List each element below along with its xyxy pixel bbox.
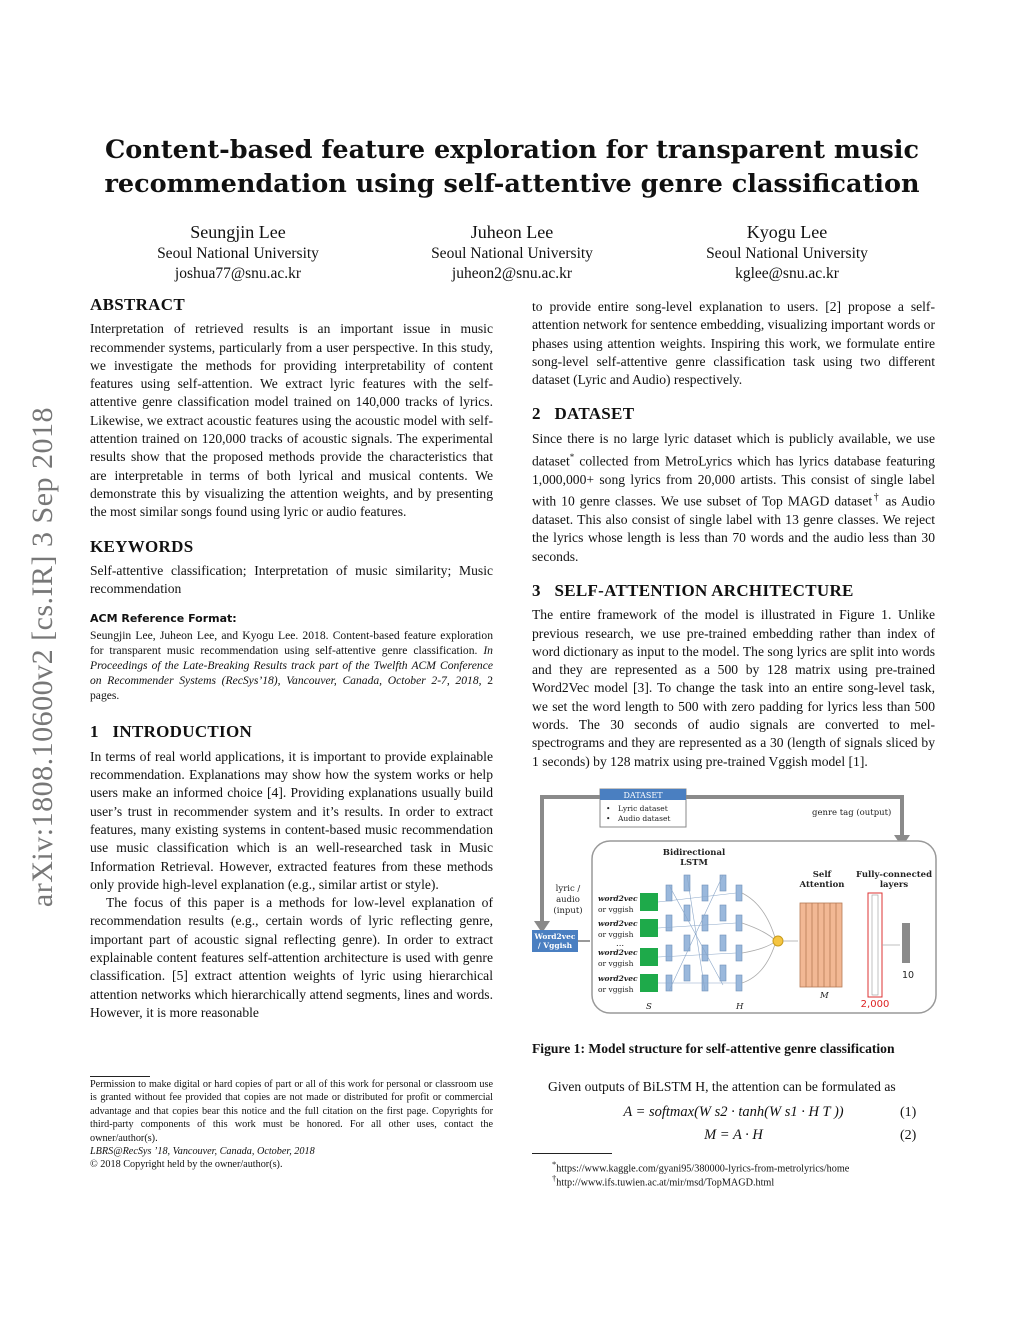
dataset-text-b: collected from MetroLyrics which has lyrics database featuring 1,000,000+ song lyrics from 20,000 artists. This consist of single label with 10 genre classes. We use subset of Top MAGD dataset — [532, 453, 936, 509]
embedding-vector-cell — [640, 919, 658, 937]
footnote-mark-2[interactable]: † — [872, 492, 881, 504]
row-word2vec-label: word2vec — [598, 974, 638, 983]
author-email[interactable]: joshua77@snu.ac.kr — [174, 265, 302, 282]
dataset-heading: 2 DATASET — [532, 404, 635, 424]
left-column — [90, 296, 493, 1022]
copyright-line: © 2018 Copyright held by the owner/author(s). — [90, 1159, 283, 1171]
author-email[interactable]: kglee@snu.ac.kr — [735, 265, 839, 282]
intro-heading: 1 INTRODUCTION — [90, 722, 253, 742]
footnote-1-url[interactable]: https://www.kaggle.com/gyani95/380000-lyrics-from-metrolyrics/home — [556, 1163, 850, 1175]
intro-paragraph-2: The focus of this paper is a methods for low-level explanation of recommendation results (e.g., certain words of lyric reflecting genre, important part of acoustic signal reflecting genre). In order to extract explainable content features self-attention architecture is used with genre classification. [5] extract attention weights of lyric using hierarchical attention networks which hierarchically attend segments, lines and words. However, it is more reasonable — [90, 895, 493, 1020]
embedding-vector-cell — [640, 948, 658, 966]
output-layer — [902, 923, 910, 963]
author-block-3 — [652, 220, 922, 284]
fc-layer — [868, 893, 882, 997]
embedding-vector-cell — [640, 893, 658, 911]
dataset-text-a: Since there is no large lyric dataset which is publicly available, we use dataset — [532, 430, 935, 469]
dataset-text — [532, 430, 935, 566]
fc-size-label: 2,000 — [860, 999, 890, 1010]
equation-1: A = softmax(W s2 · tanh(W s1 · H T )) — [623, 1104, 844, 1120]
architecture-heading: 3 SELF-ATTENTION ARCHITECTURE — [532, 580, 854, 600]
acm-ref-main: Seungjin Lee, Juheon Lee, and Kyogu Lee. 2018. Content-based feature exploration for transparent music recommendation using self-attentive genre classification. — [90, 629, 493, 658]
author-affiliation: Seoul National University — [706, 245, 868, 262]
footnote-rule — [532, 1153, 612, 1154]
equation-1-number: (1) — [900, 1105, 917, 1120]
symbol-s: S — [646, 1002, 652, 1012]
architecture-text: The entire framework of the model is illustrated in Figure 1. Unlike previous research, we use pre-trained embedding rather than index of word dictionary as input to the model. The song lyrics are split into words and they are represented as a 500 by 128 matrix using pre-trained Word2Vec model [3]. To change the task into an entire song-level task, we set the word length to 500 with zero padding for lyrics less than 500 words. The 30 seconds of audio signals are converted to mel-spectrograms and they are represented as a 30 (length of signals sliced by 1 seconds) by 128 matrix using pre-trained Vggish model [1]. — [532, 607, 935, 769]
author-name: Seungjin Lee — [190, 222, 286, 242]
footnote-2 — [552, 1172, 935, 1190]
embedding-label-2: / Vggish — [537, 941, 573, 950]
dataset-bullet: • — [606, 804, 611, 813]
intro-paragraph-1: In terms of real world applications, it is important to provide explainable recommendation. Explanations may show how the system works or help users make an informed choice [4]. Providing explanations usually build user’s trust in recommender system and it’s results. In order to extract features, many existing systems in content-based music recommendation use music classification which is an well-researched task in Music Information Retrieval. However, extracted features from these methods only provide high-level explanation (e.g., similar artist or style). — [90, 748, 493, 892]
figure-caption: Figure 1: Model structure for self-attentive genre classification — [532, 1041, 895, 1056]
author-affiliation: Seoul National University — [431, 245, 593, 262]
attention-node — [773, 936, 783, 946]
footnote-2-url[interactable]: http://www.ifs.tuwien.ac.at/mir/msd/TopMAGD.html — [556, 1177, 775, 1189]
intro-paragraph-3: to provide entire song-level explanation to users. [2] propose a self-attention network for sentence embedding, visualizing important words or phases using attention weights. Inspiring this work, we formulate entire song-level self-attentive genre classification task using two different dataset (Lyric and Audio) respectively. — [532, 299, 935, 388]
model-structure-figure — [530, 785, 940, 1025]
row-vggish-label: or vggish — [598, 959, 634, 968]
input-label-3: (input) — [553, 906, 583, 916]
dataset-item-audio: Audio dataset — [618, 814, 671, 823]
row-vggish-label: or vggish — [598, 905, 634, 914]
footnote-rule — [90, 1076, 150, 1077]
fc-label-2: layers — [879, 880, 909, 890]
dataset-bullet: • — [606, 814, 611, 823]
row-vggish-label: or vggish — [598, 985, 634, 994]
self-attention-matrix — [800, 903, 842, 987]
rows-ellipsis: ... — [616, 939, 625, 949]
author-block-1 — [103, 220, 373, 284]
acm-ref-italic: In Proceedings of the Late-Breaking Results track part of the Twelfth ACM Conference on Recommender Systems (RecSys’18), Vancouver, Canada, October 2-7, 2018, — [90, 644, 493, 688]
row-word2vec-label: word2vec — [598, 948, 638, 957]
title-line-1: Content-based feature exploration for transparent music — [105, 135, 919, 165]
keywords-text: Self-attentive classification; Interpretation of music similarity; Music recommendation — [90, 562, 493, 597]
equations-intro: Given outputs of BiLSTM H, the attention can be formulated as — [548, 1079, 896, 1094]
paper-title — [0, 133, 1024, 201]
author-email[interactable]: juheon2@snu.ac.kr — [451, 265, 573, 282]
row-word2vec-label: word2vec — [598, 919, 638, 928]
dataset-text-c: as Audio dataset. This also consist of single label with 13 genre classes. We reject the lyrics whose length is less than 70 words and the audio less than 30 seconds. — [532, 493, 935, 564]
dataset-box-title: DATASET — [623, 791, 663, 800]
fc-label-1: Fully-connected — [855, 870, 933, 880]
embedding-label-1: Word2vec — [534, 932, 576, 941]
equation-2: M = A · H — [704, 1127, 763, 1143]
footnote-mark-1[interactable]: * — [569, 452, 575, 463]
dataset-item-lyric: Lyric dataset — [618, 804, 668, 813]
input-label-2: audio — [556, 895, 580, 905]
abstract-heading: ABSTRACT — [90, 295, 185, 314]
footnote-1-mark: * — [552, 1159, 557, 1169]
input-label-1: lyric / — [555, 884, 581, 894]
self-attention-label-1: Self — [812, 870, 832, 880]
acm-ref-heading: ACM Reference Format: — [90, 612, 237, 626]
venue-line: LBRS@RecSys ’18, Vancouver, Canada, October, 2018 — [90, 1146, 315, 1158]
right-column — [532, 298, 935, 771]
author-name: Juheon Lee — [470, 222, 554, 242]
output-size-label: 10 — [901, 970, 915, 981]
author-block-2 — [377, 220, 647, 284]
equation-2-number: (2) — [900, 1128, 917, 1143]
row-word2vec-label: word2vec — [598, 894, 638, 903]
author-name: Kyogu Lee — [746, 222, 828, 242]
author-affiliation: Seoul National University — [157, 245, 319, 262]
abstract-text: Interpretation of retrieved results is an important issue in music recommender systems, particularly from a user perspective. In this study, we investigate the methods for providing interpretability of content features using self-attention. We extract lyric features with the self-attentive genre classification model trained on 140,000 tracks of lyrics. Likewise, we extract acoustic features using the acoustic model with self-attention trained on 120,000 tracks of acoustic signals. The experimental results show that the proposed methods provide the characteristics that are interpretable in terms of both lyrical and musical contents. We demonstrate this by visualizing the attention weights, and by presenting the most similar songs found using lyric or audio features. — [90, 321, 493, 520]
self-attention-label-2: Attention — [799, 880, 845, 890]
genre-tag-label: genre tag (output) — [812, 808, 892, 818]
permission-block — [90, 1078, 493, 1172]
permission-text: Permission to make digital or hard copies of part or all of this work for personal or classroom use is granted without fee provided that copies are not made or distributed for profit or commercial advantage and that copies bear this notice and the full citation on the first page. Copyrights for third-party components of this work must be honored. For all other uses, contact the owner/author(s). — [90, 1079, 493, 1144]
embedding-vector-cell — [640, 974, 658, 992]
footnote-2-mark: † — [552, 1173, 557, 1183]
keywords-heading: KEYWORDS — [90, 536, 194, 556]
title-line-2: recommendation using self-attentive genre classification — [104, 169, 920, 199]
acm-ref-text — [90, 628, 493, 703]
symbol-h: H — [736, 1002, 744, 1012]
row-vggish-label: or vggish — [598, 930, 634, 939]
bilstm-label-2: LSTM — [680, 858, 708, 868]
acm-ref-tail: 2 pages. — [90, 674, 494, 703]
bilstm-label-1: Bidirectional — [662, 848, 726, 858]
arxiv-stamp: arXiv:1808.10600v2 [cs.IR] 3 Sep 2018 — [26, 406, 59, 908]
symbol-m: M — [820, 991, 829, 1001]
